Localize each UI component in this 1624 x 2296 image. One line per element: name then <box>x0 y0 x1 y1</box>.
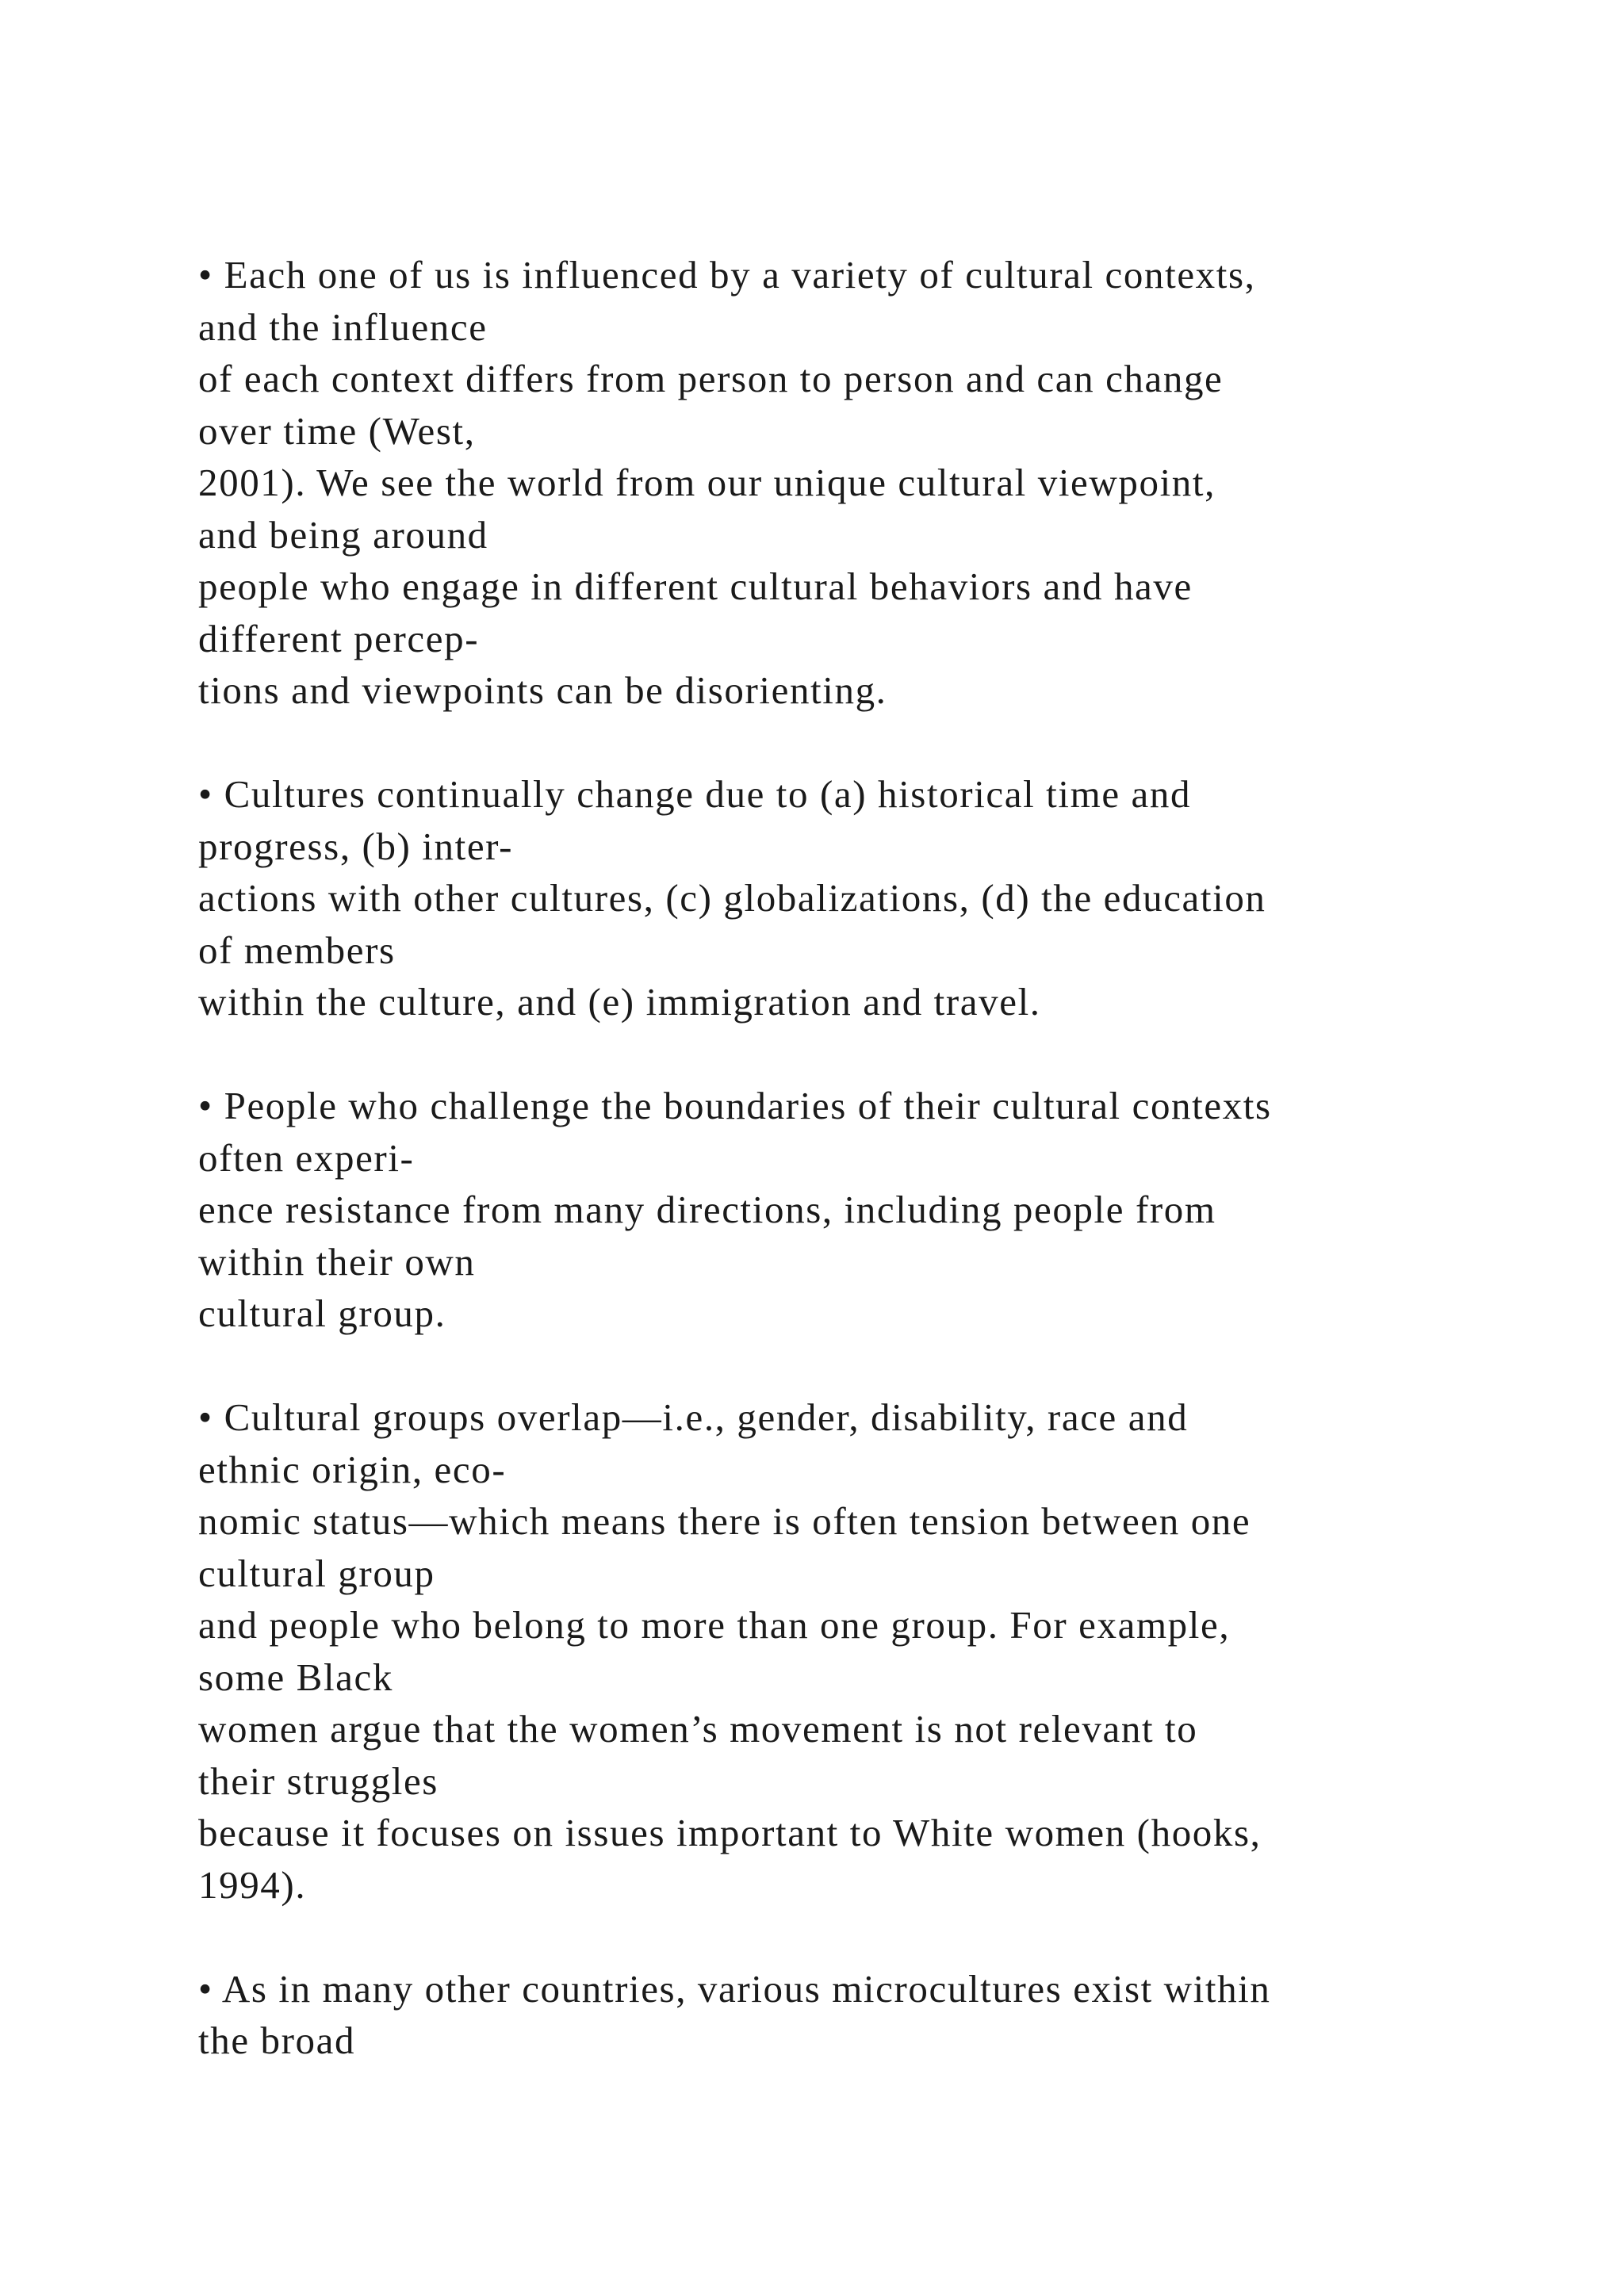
paragraph-microcultures <box>198 1963 1546 2067</box>
text-line: tions and viewpoints can be disorienting. <box>198 668 887 712</box>
text-line: • People who challenge the boundaries of their cultural contexts <box>198 1084 1272 1127</box>
text-line: cultural group. <box>198 1292 446 1335</box>
text-line: and the influence <box>198 304 488 349</box>
text-line: 2001). We see the world from our unique cultural viewpoint, <box>198 461 1216 504</box>
text-line: the broad <box>198 2019 356 2062</box>
text-line: progress, (b) inter- <box>198 824 514 868</box>
paragraph-cultural-contexts <box>198 249 1546 717</box>
text-line: • Cultural groups overlap—i.e., gender, disability, race and <box>198 1395 1189 1439</box>
text-line: • As in many other countries, various microcultures exist within <box>198 1966 1271 2011</box>
paragraph-challenge-boundaries <box>198 1080 1546 1340</box>
paragraph-groups-overlap <box>198 1391 1546 1911</box>
text-line: • Each one of us is influenced by a variety of cultural contexts, <box>198 253 1256 297</box>
paragraph-cultures-change <box>198 768 1546 1028</box>
text-line: and being around <box>198 512 488 557</box>
text-line: because it focuses on issues important to White women (hooks, <box>198 1811 1262 1854</box>
text-line: within the culture, and (e) immigration and travel. <box>198 980 1041 1024</box>
text-line: cultural group <box>198 1551 435 1595</box>
text-line: their struggles <box>198 1758 439 1803</box>
text-line: some Black <box>198 1655 393 1699</box>
text-line: people who engage in different cultural behaviors and have <box>198 564 1193 608</box>
text-line: actions with other cultures, (c) globalizations, (d) the education <box>198 876 1266 920</box>
text-line: different percep- <box>198 616 480 660</box>
text-line: 1994). <box>198 1862 307 1907</box>
text-line: often experi- <box>198 1135 415 1180</box>
text-line: over time (West, <box>198 408 476 453</box>
text-line: and people who belong to more than one group. For example, <box>198 1603 1231 1647</box>
text-line: ethnic origin, eco- <box>198 1447 507 1491</box>
text-line: of members <box>198 928 396 972</box>
text-line: ence resistance from many directions, including people from <box>198 1188 1216 1231</box>
text-line: nomic status—which means there is often tension between one <box>198 1499 1251 1543</box>
text-line: of each context differs from person to person and can change <box>198 357 1224 400</box>
text-line: women argue that the women’s movement is not relevant to <box>198 1707 1198 1751</box>
document-body <box>198 249 1546 2118</box>
text-line: • Cultures continually change due to (a) historical time and <box>198 772 1192 816</box>
text-line: within their own <box>198 1239 476 1284</box>
